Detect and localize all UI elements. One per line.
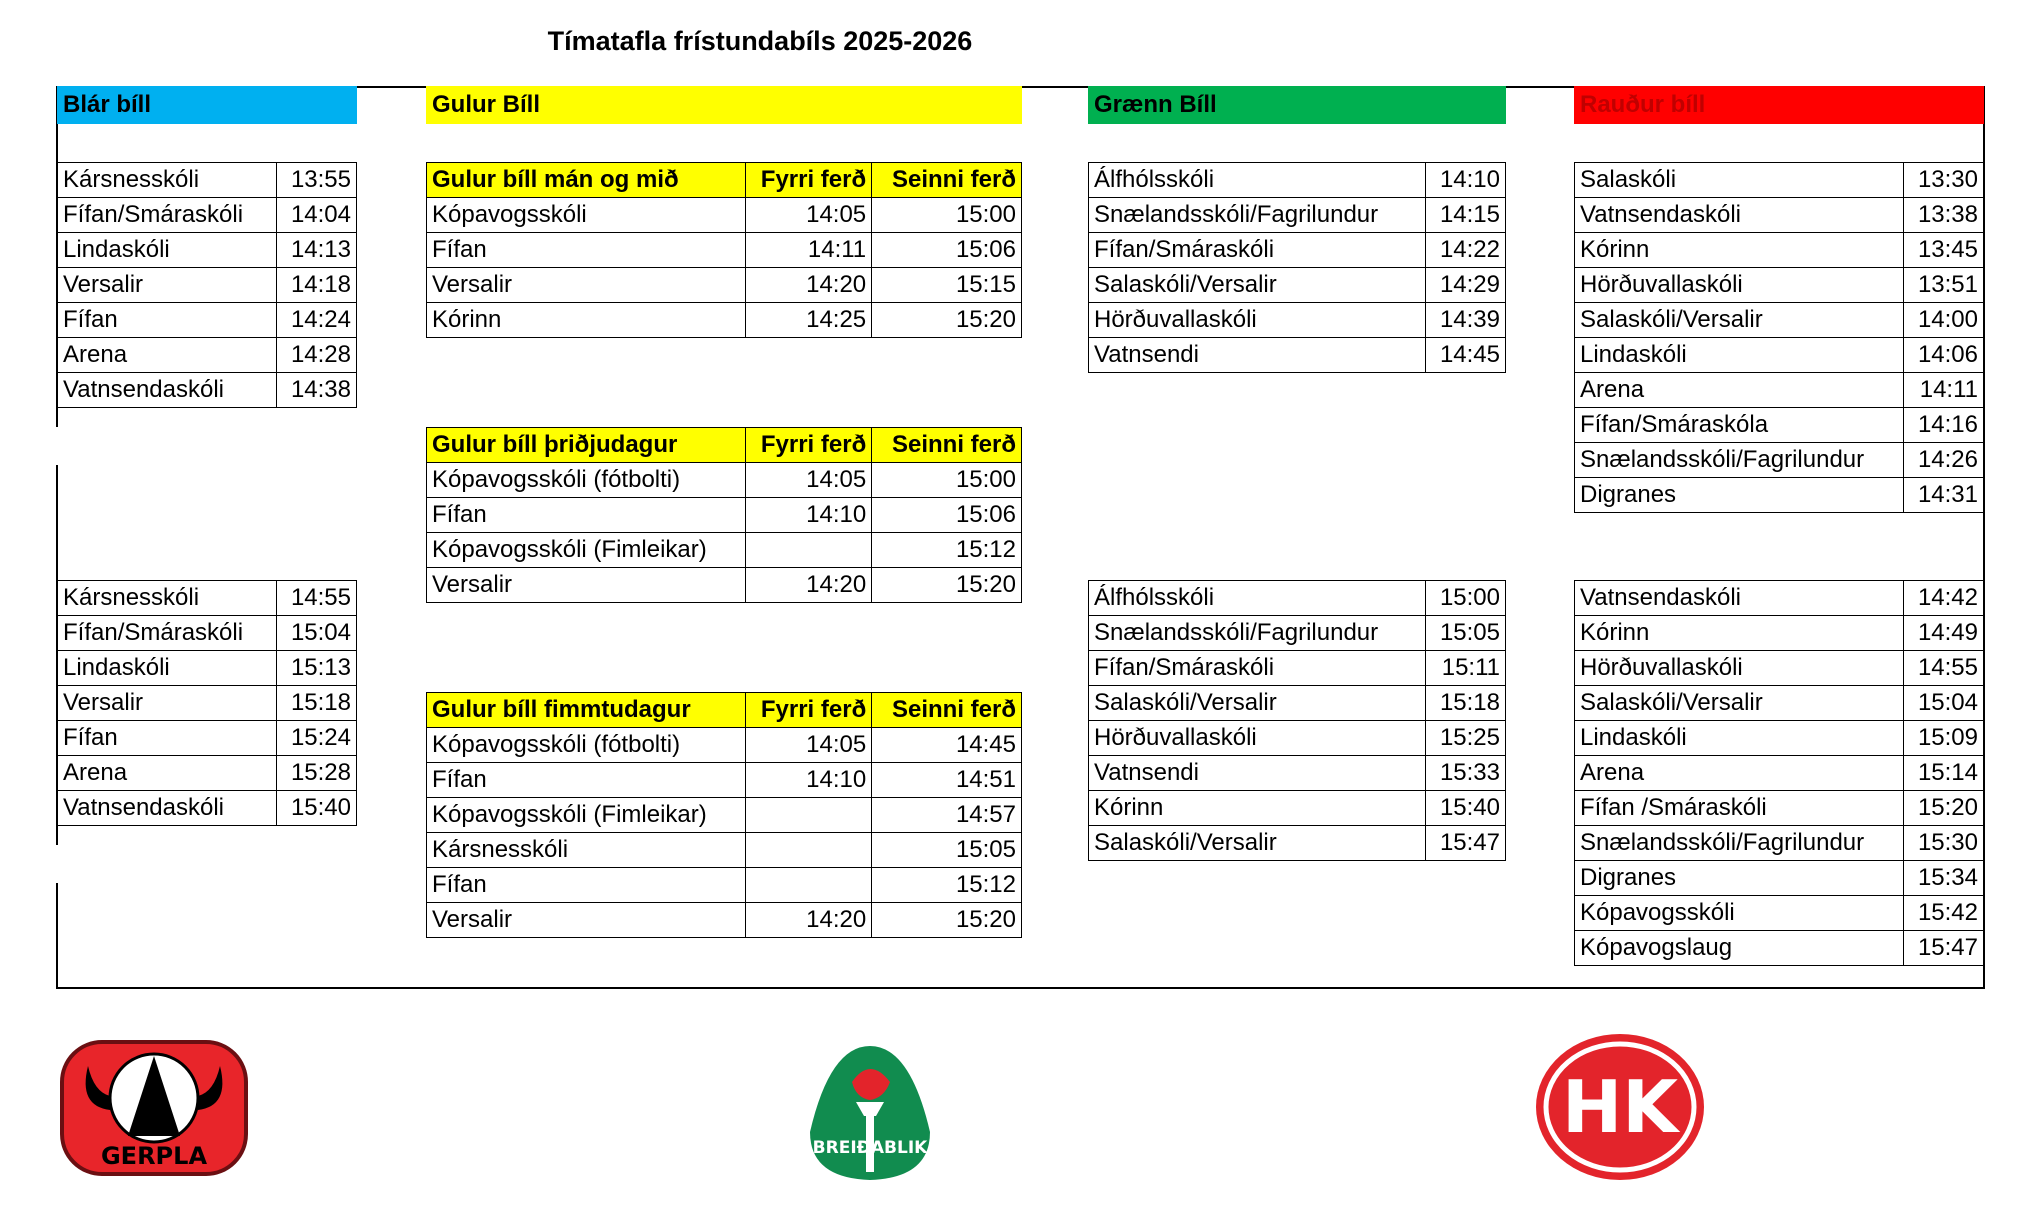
table-row <box>1089 198 1506 233</box>
table-row <box>58 791 357 826</box>
table-title: Gulur bíll fimmtudagur <box>427 693 746 728</box>
table-row <box>1575 756 1984 791</box>
stop-name: Kórinn <box>1089 791 1426 826</box>
departure-time: 15:47 <box>1426 826 1506 861</box>
table-row <box>58 163 357 198</box>
departure-time: 15:00 <box>1426 581 1506 616</box>
departure-time: 14:38 <box>277 373 357 408</box>
column-header-first-trip: Fyrri ferð <box>746 163 872 198</box>
stop-name: Kórinn <box>427 303 746 338</box>
departure-time: 15:05 <box>1426 616 1506 651</box>
second-trip-time: 15:05 <box>872 833 1022 868</box>
first-trip-time: 14:10 <box>746 498 872 533</box>
table-row <box>58 303 357 338</box>
departure-time: 14:15 <box>1426 198 1506 233</box>
stop-name: Kópavogslaug <box>1575 931 1904 966</box>
second-trip-time: 15:20 <box>872 903 1022 938</box>
table-row <box>58 338 357 373</box>
table-row <box>427 463 1022 498</box>
second-trip-time: 15:20 <box>872 568 1022 603</box>
table-row <box>1089 826 1506 861</box>
departure-time: 14:04 <box>277 198 357 233</box>
departure-time: 14:18 <box>277 268 357 303</box>
departure-time: 13:45 <box>1904 233 1984 268</box>
stop-name: Lindaskóli <box>1575 721 1904 756</box>
green-bus-table-1 <box>1088 162 1506 373</box>
departure-time: 14:42 <box>1904 581 1984 616</box>
table-row <box>427 728 1022 763</box>
table-row <box>1089 686 1506 721</box>
stop-name: Salaskóli/Versalir <box>1575 686 1904 721</box>
departure-time: 15:33 <box>1426 756 1506 791</box>
table-row <box>427 798 1022 833</box>
table-row <box>1575 198 1984 233</box>
departure-time: 15:14 <box>1904 756 1984 791</box>
stop-name: Versalir <box>58 268 277 303</box>
table-row <box>427 533 1022 568</box>
table-row <box>1575 791 1984 826</box>
page-title: Tímatafla frístundabíls 2025-2026 <box>547 26 973 56</box>
green-bus-table-2 <box>1088 580 1506 861</box>
table-row <box>58 756 357 791</box>
table-row <box>58 581 357 616</box>
table-row <box>1575 861 1984 896</box>
table-row <box>1575 268 1984 303</box>
stop-name: Fífan <box>58 721 277 756</box>
stop-name: Hörðuvallaskóli <box>1575 651 1904 686</box>
departure-time: 15:18 <box>277 686 357 721</box>
departure-time: 15:25 <box>1426 721 1506 756</box>
table-row <box>1089 756 1506 791</box>
departure-time: 14:28 <box>277 338 357 373</box>
gerpla-logo-text: GERPLA <box>100 1142 208 1170</box>
stop-name: Vatnsendaskóli <box>1575 198 1904 233</box>
column-header-second-trip: Seinni ferð <box>872 693 1022 728</box>
stop-name: Hörðuvallaskóli <box>1089 303 1426 338</box>
stop-name: Arena <box>1575 756 1904 791</box>
column-header-first-trip: Fyrri ferð <box>746 693 872 728</box>
column-header-second-trip: Seinni ferð <box>872 428 1022 463</box>
red-bus-table-1 <box>1574 162 1984 513</box>
stop-name: Salaskóli/Versalir <box>1089 826 1426 861</box>
table-row <box>1575 686 1984 721</box>
stop-name: Versalir <box>58 686 277 721</box>
table-row <box>1089 303 1506 338</box>
hk-logo <box>1532 1030 1708 1184</box>
stop-name: Kópavogsskóli <box>427 198 746 233</box>
departure-time: 14:22 <box>1426 233 1506 268</box>
table-row <box>1575 931 1984 966</box>
departure-time: 15:09 <box>1904 721 1984 756</box>
table-row <box>58 686 357 721</box>
first-trip-time: 14:05 <box>746 198 872 233</box>
second-trip-time: 14:45 <box>872 728 1022 763</box>
stop-name: Fífan/Smáraskóli <box>58 198 277 233</box>
blue-bus-table-2 <box>57 580 357 826</box>
stop-name: Arena <box>58 756 277 791</box>
departure-time: 14:45 <box>1426 338 1506 373</box>
stop-name: Lindaskóli <box>1575 338 1904 373</box>
departure-time: 13:55 <box>277 163 357 198</box>
stop-name: Versalir <box>427 268 746 303</box>
departure-time: 15:11 <box>1426 651 1506 686</box>
stop-name: Kársnesskóli <box>58 163 277 198</box>
breidablik-logo <box>800 1042 940 1184</box>
stop-name: Fífan <box>58 303 277 338</box>
first-trip-time: 14:11 <box>746 233 872 268</box>
second-trip-time: 15:15 <box>872 268 1022 303</box>
departure-time: 15:20 <box>1904 791 1984 826</box>
departure-time: 14:06 <box>1904 338 1984 373</box>
departure-time: 15:04 <box>277 616 357 651</box>
table-row <box>427 198 1022 233</box>
table-row <box>427 233 1022 268</box>
table-row <box>58 373 357 408</box>
departure-time: 14:11 <box>1904 373 1984 408</box>
first-trip-time: 14:25 <box>746 303 872 338</box>
stop-name: Fífan <box>427 868 746 903</box>
column-header-second-trip: Seinni ferð <box>872 163 1022 198</box>
stop-name: Kópavogsskóli (Fimleikar) <box>427 798 746 833</box>
stop-name: Salaskóli/Versalir <box>1089 686 1426 721</box>
departure-time: 14:26 <box>1904 443 1984 478</box>
departure-time: 14:29 <box>1426 268 1506 303</box>
departure-time: 14:10 <box>1426 163 1506 198</box>
stop-name: Vatnsendaskóli <box>1575 581 1904 616</box>
second-trip-time: 15:06 <box>872 498 1022 533</box>
departure-time: 15:40 <box>1426 791 1506 826</box>
second-trip-time: 15:06 <box>872 233 1022 268</box>
yellow-bus-table-tuesday <box>426 427 1022 603</box>
departure-time: 15:28 <box>277 756 357 791</box>
second-trip-time: 15:00 <box>872 198 1022 233</box>
departure-time: 14:31 <box>1904 478 1984 513</box>
departure-time: 14:55 <box>277 581 357 616</box>
table-row <box>1089 163 1506 198</box>
blue-bus-table-1 <box>57 162 357 408</box>
stop-name: Versalir <box>427 568 746 603</box>
stop-name: Fífan/Smáraskóli <box>1089 233 1426 268</box>
gerpla-logo <box>58 1036 250 1178</box>
table-row <box>58 268 357 303</box>
stop-name: Vatnsendaskóli <box>58 791 277 826</box>
stop-name: Arena <box>58 338 277 373</box>
first-trip-time <box>746 868 872 903</box>
table-row <box>58 651 357 686</box>
stop-name: Lindaskóli <box>58 651 277 686</box>
table-row <box>1089 581 1506 616</box>
stop-name: Fífan <box>427 233 746 268</box>
stop-name: Hörðuvallaskóli <box>1089 721 1426 756</box>
table-row <box>1575 338 1984 373</box>
stop-name: Lindaskóli <box>58 233 277 268</box>
table-row <box>58 233 357 268</box>
stop-name: Kópavogsskóli (fótbolti) <box>427 728 746 763</box>
table-row <box>427 498 1022 533</box>
stop-name: Fífan /Smáraskóli <box>1575 791 1904 826</box>
departure-time: 14:49 <box>1904 616 1984 651</box>
table-row <box>1575 163 1984 198</box>
table-row <box>1089 268 1506 303</box>
stop-name: Fífan <box>427 763 746 798</box>
stop-name: Fífan <box>427 498 746 533</box>
red-bus-header: Rauður bíll <box>1574 86 1984 124</box>
stop-name: Versalir <box>427 903 746 938</box>
table-title: Gulur bíll þriðjudagur <box>427 428 746 463</box>
table-row <box>1089 651 1506 686</box>
departure-time: 15:13 <box>277 651 357 686</box>
table-row <box>1089 233 1506 268</box>
stop-name: Álfhólsskóli <box>1089 163 1426 198</box>
first-trip-time: 14:20 <box>746 568 872 603</box>
second-trip-time: 15:20 <box>872 303 1022 338</box>
departure-time: 15:40 <box>277 791 357 826</box>
stop-name: Kórinn <box>1575 233 1904 268</box>
table-row <box>427 903 1022 938</box>
stop-name: Digranes <box>1575 861 1904 896</box>
second-trip-time: 15:00 <box>872 463 1022 498</box>
table-row <box>1575 478 1984 513</box>
table-row <box>427 568 1022 603</box>
table-row <box>1575 303 1984 338</box>
departure-time: 15:24 <box>277 721 357 756</box>
table-row <box>1575 408 1984 443</box>
stop-name: Digranes <box>1575 478 1904 513</box>
second-trip-time: 15:12 <box>872 533 1022 568</box>
table-title: Gulur bíll mán og mið <box>427 163 746 198</box>
departure-time: 15:18 <box>1426 686 1506 721</box>
table-row <box>1575 826 1984 861</box>
frame-gap <box>53 845 61 883</box>
stop-name: Salaskóli/Versalir <box>1089 268 1426 303</box>
table-row <box>427 303 1022 338</box>
stop-name: Vatnsendi <box>1089 338 1426 373</box>
first-trip-time: 14:10 <box>746 763 872 798</box>
stop-name: Fífan/Smáraskóli <box>1089 651 1426 686</box>
first-trip-time <box>746 833 872 868</box>
table-row <box>1575 721 1984 756</box>
table-row <box>58 198 357 233</box>
table-row <box>427 763 1022 798</box>
departure-time: 14:39 <box>1426 303 1506 338</box>
table-row <box>427 833 1022 868</box>
stop-name: Kópavogsskóli (Fimleikar) <box>427 533 746 568</box>
stop-name: Álfhólsskóli <box>1089 581 1426 616</box>
table-row <box>58 616 357 651</box>
table-header-row <box>427 693 1022 728</box>
table-row <box>1575 896 1984 931</box>
stop-name: Fífan/Smáraskóli <box>58 616 277 651</box>
departure-time: 15:47 <box>1904 931 1984 966</box>
stop-name: Kópavogsskóli (fótbolti) <box>427 463 746 498</box>
column-header-first-trip: Fyrri ferð <box>746 428 872 463</box>
yellow-bus-table-thursday <box>426 692 1022 938</box>
departure-time: 15:30 <box>1904 826 1984 861</box>
stop-name: Kársnesskóli <box>58 581 277 616</box>
stop-name: Vatnsendaskóli <box>58 373 277 408</box>
blue-bus-header: Blár bíll <box>57 86 357 124</box>
red-bus-table-2 <box>1574 580 1984 966</box>
stop-name: Kórinn <box>1575 616 1904 651</box>
stop-name: Kópavogsskóli <box>1575 896 1904 931</box>
stop-name: Salaskóli/Versalir <box>1575 303 1904 338</box>
hk-logo-text: HK <box>1561 1065 1679 1149</box>
departure-time: 13:30 <box>1904 163 1984 198</box>
table-header-row <box>427 163 1022 198</box>
stop-name: Salaskóli <box>1575 163 1904 198</box>
stop-name: Hörðuvallaskóli <box>1575 268 1904 303</box>
table-row <box>427 268 1022 303</box>
first-trip-time: 14:05 <box>746 728 872 763</box>
departure-time: 13:38 <box>1904 198 1984 233</box>
stop-name: Vatnsendi <box>1089 756 1426 791</box>
stop-name: Snælandsskóli/Fagrilundur <box>1089 616 1426 651</box>
table-row <box>1575 373 1984 408</box>
departure-time: 15:04 <box>1904 686 1984 721</box>
yellow-bus-table-mon-wed <box>426 162 1022 338</box>
yellow-bus-header: Gulur Bíll <box>426 86 1022 124</box>
stop-name: Snælandsskóli/Fagrilundur <box>1575 443 1904 478</box>
first-trip-time <box>746 798 872 833</box>
table-row <box>1089 616 1506 651</box>
second-trip-time: 14:51 <box>872 763 1022 798</box>
first-trip-time <box>746 533 872 568</box>
first-trip-time: 14:20 <box>746 268 872 303</box>
departure-time: 14:55 <box>1904 651 1984 686</box>
table-row <box>1575 233 1984 268</box>
second-trip-time: 15:12 <box>872 868 1022 903</box>
breidablik-logo-text: BREIÐABLIK <box>812 1138 928 1158</box>
stop-name: Snælandsskóli/Fagrilundur <box>1089 198 1426 233</box>
first-trip-time: 14:05 <box>746 463 872 498</box>
stop-name: Kársnesskóli <box>427 833 746 868</box>
table-row <box>1575 581 1984 616</box>
green-bus-header: Grænn Bíll <box>1088 86 1506 124</box>
table-row <box>58 721 357 756</box>
table-row <box>1089 721 1506 756</box>
stop-name: Snælandsskóli/Fagrilundur <box>1575 826 1904 861</box>
departure-time: 14:24 <box>277 303 357 338</box>
table-header-row <box>427 428 1022 463</box>
first-trip-time: 14:20 <box>746 903 872 938</box>
table-row <box>1575 651 1984 686</box>
frame-gap <box>53 427 61 465</box>
departure-time: 14:13 <box>277 233 357 268</box>
departure-time: 15:34 <box>1904 861 1984 896</box>
second-trip-time: 14:57 <box>872 798 1022 833</box>
table-row <box>1089 338 1506 373</box>
departure-time: 15:42 <box>1904 896 1984 931</box>
departure-time: 14:00 <box>1904 303 1984 338</box>
table-row <box>1089 791 1506 826</box>
table-row <box>1575 443 1984 478</box>
table-row <box>1575 616 1984 651</box>
table-row <box>427 868 1022 903</box>
stop-name: Arena <box>1575 373 1904 408</box>
departure-time: 14:16 <box>1904 408 1984 443</box>
stop-name: Fífan/Smáraskóla <box>1575 408 1904 443</box>
departure-time: 13:51 <box>1904 268 1984 303</box>
